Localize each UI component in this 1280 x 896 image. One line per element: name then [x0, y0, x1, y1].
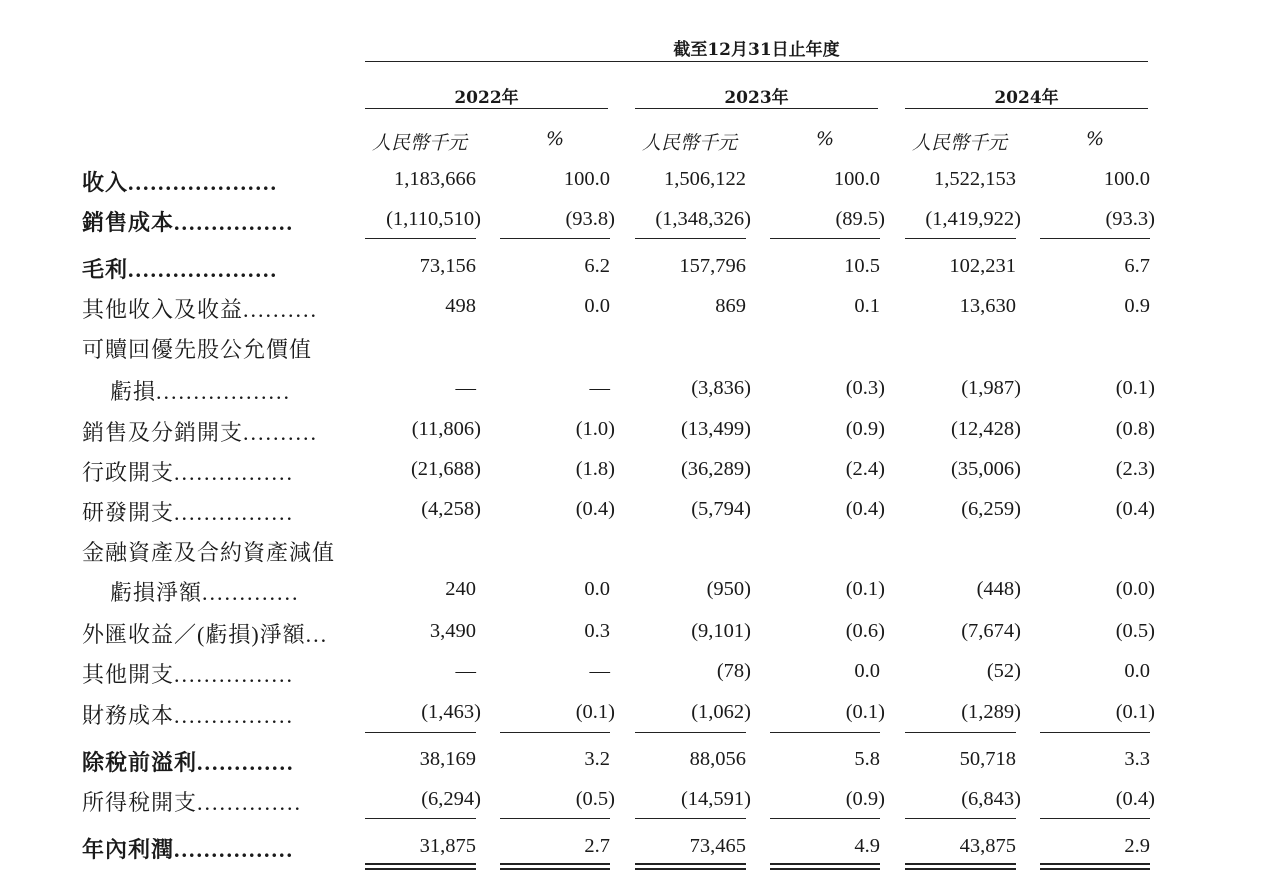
table-cell: (3,836) [691, 377, 751, 399]
row-label-loss: 虧損.................. [110, 379, 292, 404]
table-cell: 0.0 [1124, 660, 1150, 682]
subtotal-rule [770, 732, 880, 733]
table-cell: (0.4) [845, 498, 885, 520]
table-cell: (7,674) [961, 620, 1021, 642]
table-cell: 100.0 [833, 168, 880, 190]
table-cell: (12,428) [950, 418, 1021, 440]
total-double-rule [365, 863, 476, 870]
subtotal-rule [1040, 238, 1150, 239]
table-cell: 1,506,122 [664, 168, 746, 190]
total-double-rule [905, 863, 1016, 870]
total-double-rule [770, 863, 880, 870]
table-cell: 0.0 [854, 660, 880, 682]
table-cell: (1,463) [421, 701, 481, 723]
table-cell: (14,591) [680, 788, 751, 810]
unit-pct-2022: % [546, 128, 565, 150]
table-cell: 0.3 [584, 620, 610, 642]
table-cell: (0.1) [1115, 701, 1155, 723]
table-cell: (0.4) [575, 498, 615, 520]
table-cell: 88,056 [689, 748, 746, 770]
table-cell: (2.3) [1115, 458, 1155, 480]
table-cell: (11,806) [411, 418, 481, 440]
subtotal-rule [365, 732, 476, 733]
table-cell: (0.1) [1115, 377, 1155, 399]
subtotal-rule [1040, 732, 1150, 733]
row-label-revenue: 收入.................... [82, 170, 279, 195]
row-label-net-loss: 虧損淨額............. [110, 580, 300, 605]
total-double-rule [500, 863, 610, 870]
table-cell: (0.1) [845, 578, 885, 600]
subtotal-rule [635, 732, 746, 733]
subtotal-rule [635, 238, 746, 239]
row-label-rnd: 研發開支................ [82, 500, 295, 525]
table-cell: (1,348,326) [655, 208, 751, 230]
subtotal-rule [770, 818, 880, 819]
table-cell: (6,294) [421, 788, 481, 810]
year-header-2022: 2022年 [454, 88, 519, 108]
table-cell: 43,875 [959, 835, 1016, 857]
total-double-rule [1040, 863, 1150, 870]
table-cell: 4.9 [854, 835, 880, 857]
table-cell: 498 [445, 295, 476, 317]
table-cell: (1,289) [961, 701, 1021, 723]
table-cell: 6.7 [1124, 255, 1150, 277]
unit-rmb-2023: 人民幣千元 [642, 132, 738, 154]
unit-pct-2024: % [1086, 128, 1105, 150]
row-label-redeemable-preferred: 可贖回優先股公允價值 [82, 337, 313, 362]
period-rule [365, 61, 1148, 62]
table-cell: 10.5 [844, 255, 880, 277]
row-label-profit-for-year: 年內利潤................ [82, 837, 295, 862]
table-cell: (1,110,510) [386, 208, 481, 230]
unit-rmb-2022: 人民幣千元 [372, 132, 468, 154]
table-cell: (0.1) [845, 701, 885, 723]
table-cell: 0.9 [1124, 295, 1150, 317]
row-label-other-income: 其他收入及收益.......... [82, 297, 319, 322]
table-cell: 6.2 [584, 255, 610, 277]
subtotal-rule [635, 818, 746, 819]
table-cell: 3.3 [1124, 748, 1150, 770]
table-cell: (1,062) [691, 701, 751, 723]
table-cell: (1,419,922) [925, 208, 1021, 230]
table-cell: 73,156 [419, 255, 476, 277]
table-cell: 1,183,666 [394, 168, 476, 190]
table-cell: 1,522,153 [934, 168, 1016, 190]
table-cell: 0.0 [584, 295, 610, 317]
table-cell: (36,289) [680, 458, 751, 480]
table-cell: 3,490 [429, 620, 476, 642]
table-cell: (0.4) [1115, 498, 1155, 520]
table-cell: 0.0 [584, 578, 610, 600]
year-rule-2022 [365, 108, 608, 109]
row-label-selling-distribution: 銷售及分銷開支.......... [82, 420, 319, 445]
row-label-gross-profit: 毛利.................... [82, 257, 279, 282]
year-header-2023: 2023年 [724, 88, 789, 108]
subtotal-rule [1040, 818, 1150, 819]
table-cell: (1.8) [575, 458, 615, 480]
table-cell: (448) [976, 578, 1021, 600]
table-cell: 100.0 [563, 168, 610, 190]
table-cell: 0.1 [854, 295, 880, 317]
period-header: 截至12月31日止年度 [673, 40, 840, 60]
unit-pct-2023: % [816, 128, 835, 150]
subtotal-rule [365, 238, 476, 239]
table-cell: (4,258) [421, 498, 481, 520]
table-cell: 31,875 [419, 835, 476, 857]
subtotal-rule [500, 818, 610, 819]
subtotal-rule [365, 818, 476, 819]
table-cell: (1.0) [575, 418, 615, 440]
table-cell: (89.5) [835, 208, 885, 230]
table-cell: — [589, 660, 610, 682]
total-double-rule [635, 863, 746, 870]
table-cell: 2.7 [584, 835, 610, 857]
table-cell: 3.2 [584, 748, 610, 770]
table-cell: (2.4) [845, 458, 885, 480]
table-cell: (0.1) [575, 701, 615, 723]
table-cell: (950) [706, 578, 751, 600]
table-cell: (0.8) [1115, 418, 1155, 440]
table-cell: (6,259) [961, 498, 1021, 520]
row-label-profit-before-tax: 除稅前溢利............. [82, 750, 295, 775]
subtotal-rule [905, 732, 1016, 733]
table-cell: (52) [986, 660, 1021, 682]
subtotal-rule [500, 732, 610, 733]
table-cell: 50,718 [959, 748, 1016, 770]
table-cell: (0.5) [1115, 620, 1155, 642]
table-cell: 38,169 [419, 748, 476, 770]
table-cell: (9,101) [691, 620, 751, 642]
table-cell: — [455, 377, 476, 399]
table-cell: 5.8 [854, 748, 880, 770]
row-label-income-tax: 所得稅開支.............. [82, 790, 303, 815]
table-cell: (5,794) [691, 498, 751, 520]
table-cell: (0.4) [1115, 788, 1155, 810]
table-cell: (0.5) [575, 788, 615, 810]
unit-rmb-2024: 人民幣千元 [912, 132, 1008, 154]
row-label-fx: 外匯收益／(虧損)淨額... [82, 622, 329, 647]
table-cell: (93.3) [1105, 208, 1155, 230]
subtotal-rule [770, 238, 880, 239]
row-label-administrative: 行政開支................ [82, 460, 295, 485]
table-cell: 157,796 [679, 255, 746, 277]
row-label-cost-of-sales: 銷售成本................ [82, 210, 295, 235]
subtotal-rule [905, 238, 1016, 239]
table-cell: (35,006) [950, 458, 1021, 480]
table-cell: 13,630 [959, 295, 1016, 317]
table-cell: 100.0 [1103, 168, 1150, 190]
table-cell: (0.6) [845, 620, 885, 642]
table-cell: 102,231 [949, 255, 1016, 277]
year-rule-2024 [905, 108, 1148, 109]
table-cell: 869 [715, 295, 746, 317]
table-cell: (0.0) [1115, 578, 1155, 600]
subtotal-rule [500, 238, 610, 239]
row-label-impairment: 金融資產及合約資產減值 [82, 540, 336, 565]
table-cell: 240 [445, 578, 476, 600]
year-header-2024: 2024年 [994, 88, 1059, 108]
row-label-finance-costs: 財務成本................ [82, 703, 295, 728]
table-cell: — [455, 660, 476, 682]
table-cell: (0.9) [845, 418, 885, 440]
year-rule-2023 [635, 108, 878, 109]
table-cell: 73,465 [689, 835, 746, 857]
table-cell: (78) [716, 660, 751, 682]
table-cell: (21,688) [410, 458, 481, 480]
table-cell: (6,843) [961, 788, 1021, 810]
table-cell: (0.3) [845, 377, 885, 399]
table-cell: (93.8) [565, 208, 615, 230]
row-label-other-expenses: 其他開支................ [82, 662, 295, 687]
table-cell: — [589, 377, 610, 399]
table-cell: (13,499) [680, 418, 751, 440]
table-cell: 2.9 [1124, 835, 1150, 857]
table-cell: (0.9) [845, 788, 885, 810]
table-cell: (1,987) [961, 377, 1021, 399]
subtotal-rule [905, 818, 1016, 819]
